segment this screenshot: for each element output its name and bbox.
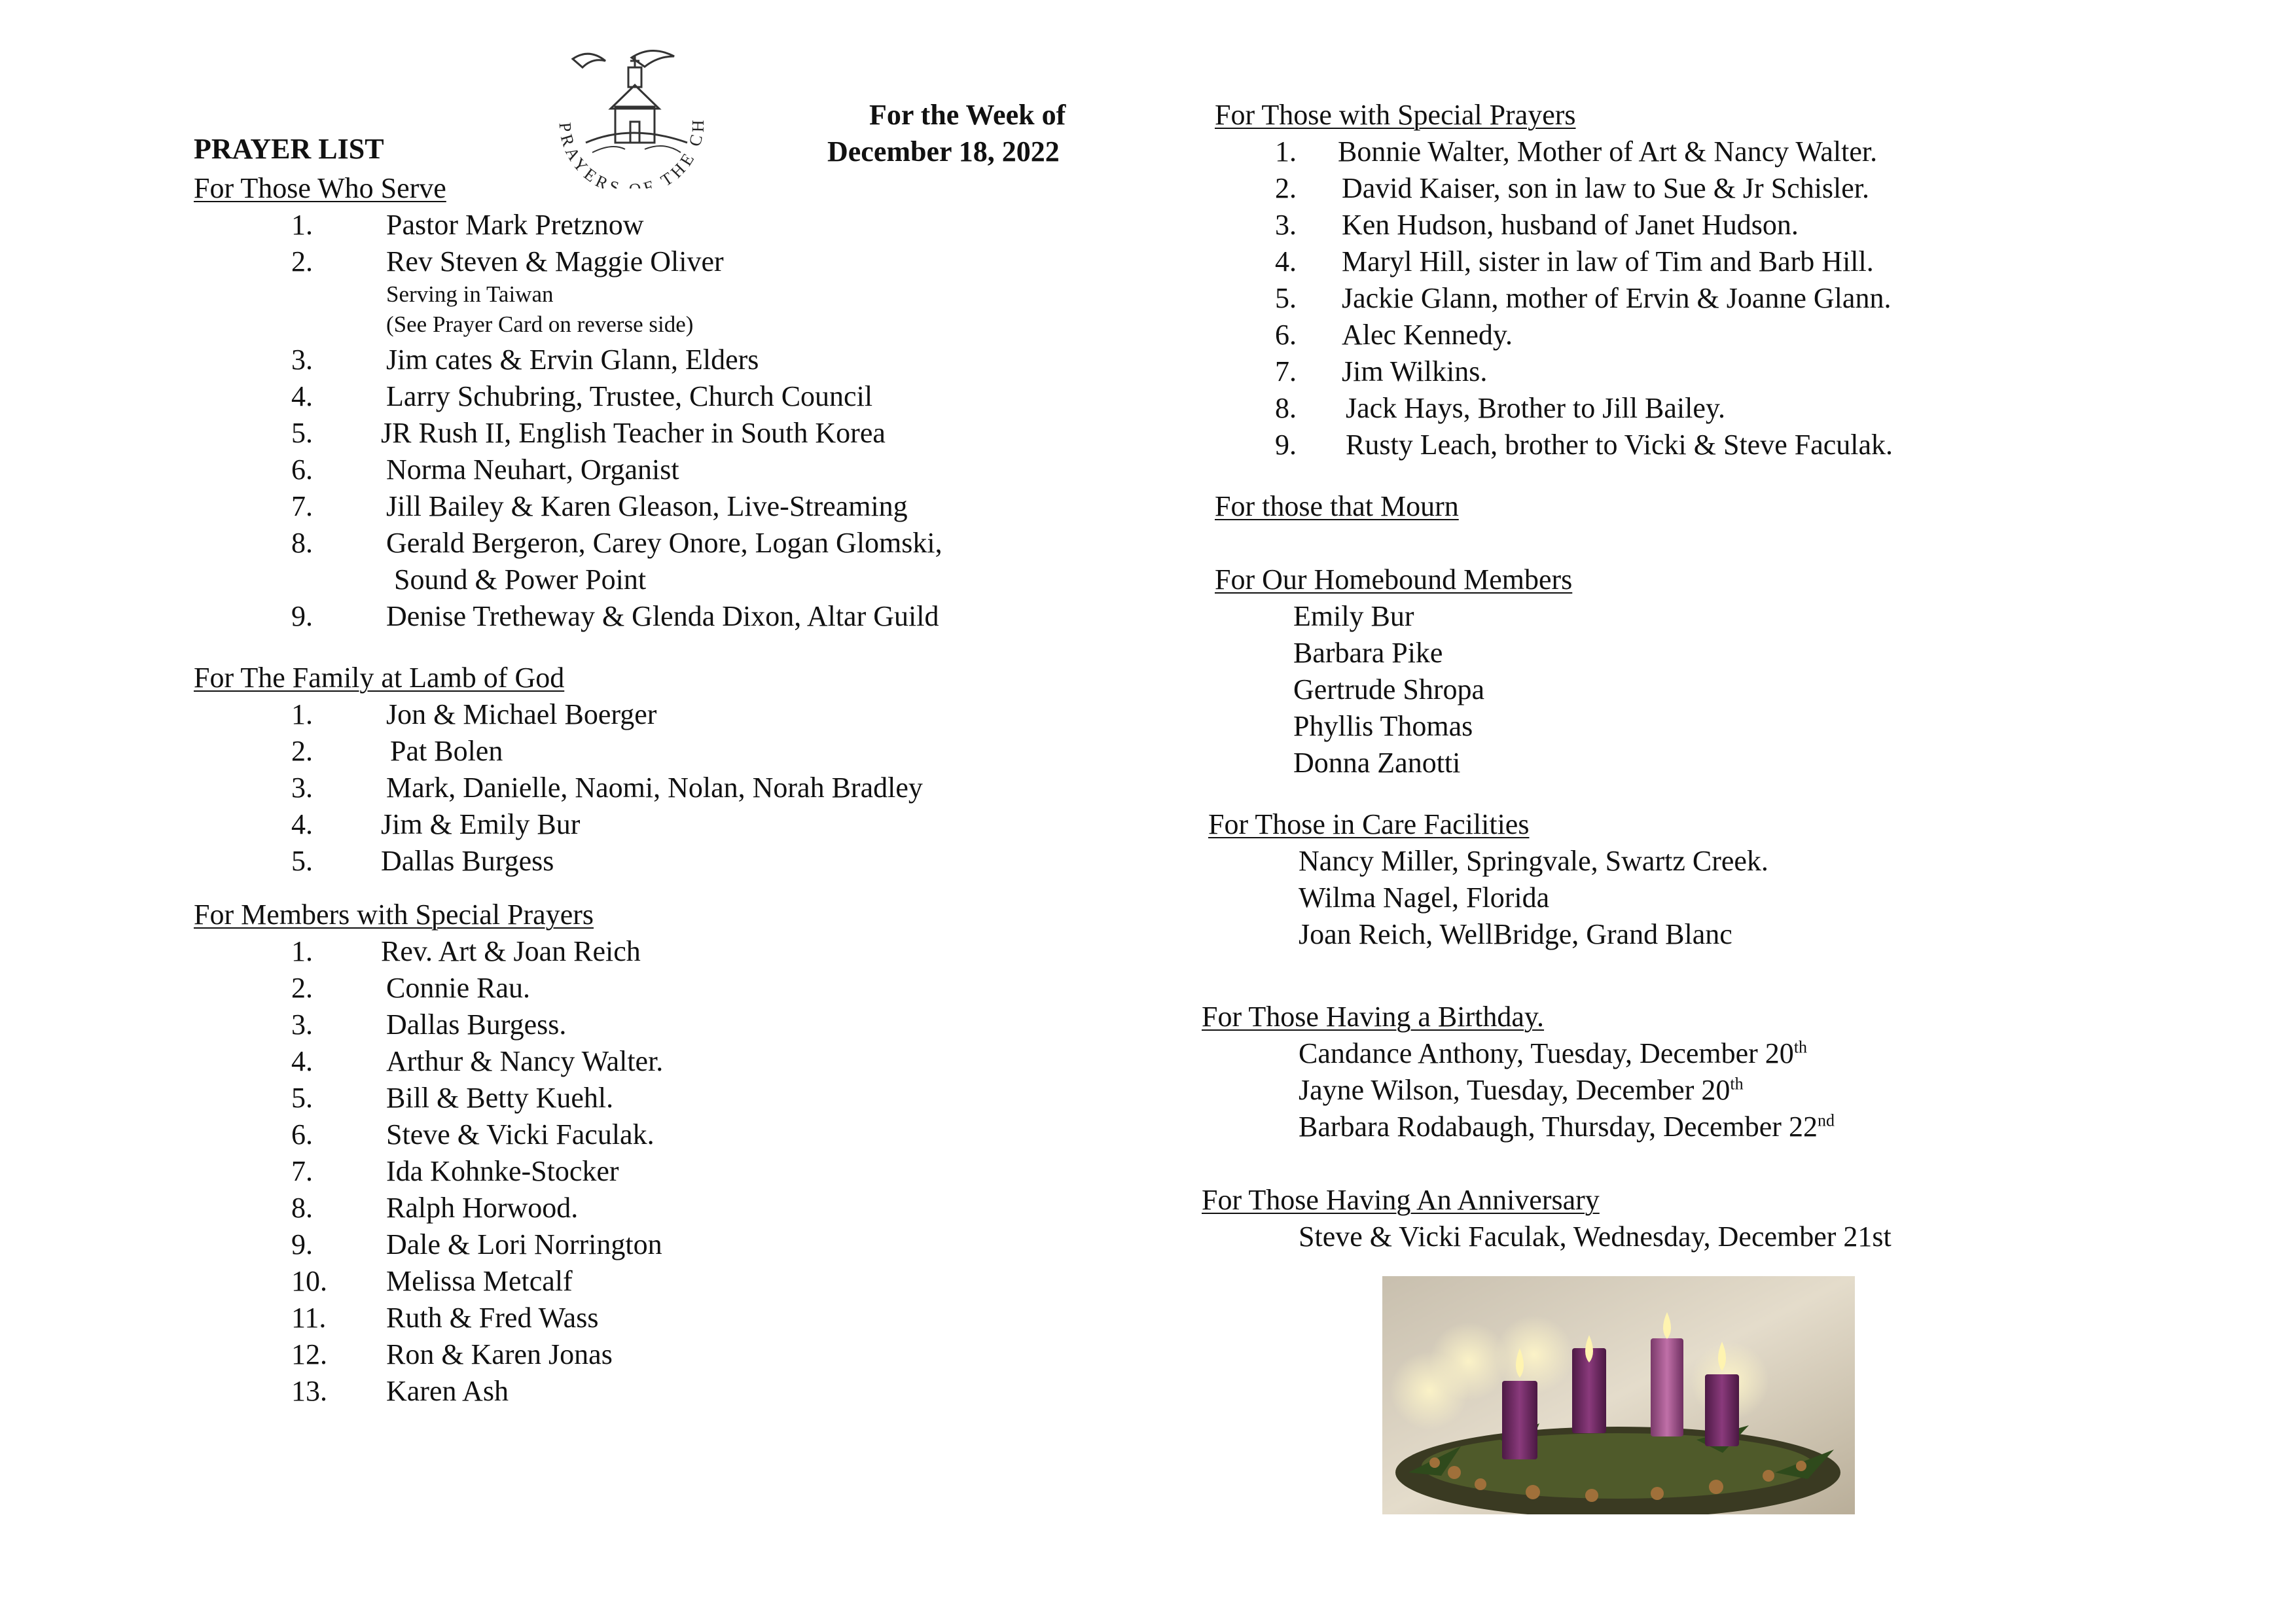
section-heading-serve: For Those Who Serve bbox=[194, 172, 446, 204]
list-item: Gertrude Shropa bbox=[1293, 673, 1485, 705]
section-heading-birthday: For Those Having a Birthday. bbox=[1202, 1001, 1545, 1033]
logo-text: PRAYERS F THE CH bbox=[555, 116, 708, 188]
list-item: Donna Zanotti bbox=[1293, 747, 1461, 779]
list-item: Jayne Wilson, Tuesday, December 20th bbox=[1299, 1074, 1744, 1106]
list-item: Candance Anthony, Tuesday, December 20th bbox=[1299, 1037, 1808, 1069]
section-heading-homebound: For Our Homebound Members bbox=[1215, 563, 1573, 596]
list-item: Nancy Miller, Springvale, Swartz Creek. bbox=[1299, 845, 1768, 877]
list-item: Joan Reich, WellBridge, Grand Blanc bbox=[1299, 918, 1732, 950]
list-item: Phyllis Thomas bbox=[1293, 710, 1473, 742]
item-text: Rev Steven & Maggie Oliver bbox=[386, 245, 724, 277]
item-text: Pastor Mark Pretznow bbox=[386, 209, 644, 241]
section-heading-mourn: For those that Mourn bbox=[1215, 490, 1459, 522]
section-heading-anniversary: For Those Having An Anniversary bbox=[1202, 1184, 1600, 1216]
list-item: Steve & Vicki Faculak, Wednesday, December 21st bbox=[1299, 1221, 1892, 1253]
list-item: Barbara Pike bbox=[1293, 637, 1443, 669]
advent-wreath-image bbox=[1382, 1276, 1855, 1514]
section-heading-family: For The Family at Lamb of God bbox=[194, 662, 565, 694]
section-heading-members: For Members with Special Prayers bbox=[194, 899, 594, 931]
section-heading-care: For Those in Care Facilities bbox=[1208, 808, 1530, 840]
list-item: Emily Bur bbox=[1293, 600, 1414, 632]
item-number: 1. bbox=[291, 209, 313, 241]
page-title: PRAYER LIST bbox=[194, 133, 384, 165]
list-item: Wilma Nagel, Florida bbox=[1299, 882, 1550, 914]
week-date: December 18, 2022 bbox=[827, 135, 1060, 168]
church-logo bbox=[533, 45, 730, 188]
section-heading-special: For Those with Special Prayers bbox=[1215, 99, 1576, 131]
list-item: Barbara Rodabaugh, Thursday, December 22nd bbox=[1299, 1111, 1835, 1143]
week-label: For the Week of bbox=[869, 99, 1066, 131]
svg-text:PRAYERS OF THE CHURCH bbox=[533, 45, 708, 188]
item-number: 2. bbox=[291, 245, 313, 277]
